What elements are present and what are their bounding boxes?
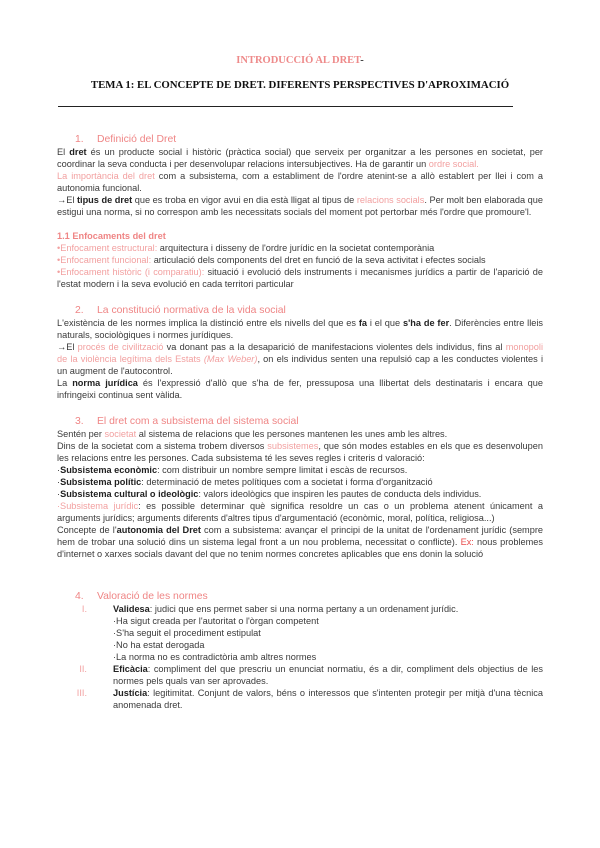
paragraph bbox=[57, 476, 543, 488]
text-run: L'existència de les normes implica la distinció entre els nivells del que es bbox=[57, 318, 359, 328]
bold-term: tipus de dret bbox=[76, 195, 133, 205]
subsection-heading: 1.1 Enfocaments del dret bbox=[57, 231, 166, 241]
text-run: que es troba en vigor avui en dia està lligat al tipus de bbox=[132, 195, 357, 205]
topic-heading: TEMA 1: EL CONCEPTE DE DRET. DIFERENTS PERSPECTIVES D'APROXIMACIÓ bbox=[90, 79, 510, 91]
text-run: : determinació de metes polítiques com a societat i forma d'organització bbox=[141, 477, 433, 487]
highlighted-term: subsistemes bbox=[267, 441, 319, 451]
text-run: ·S'ha seguit el procediment estipulat bbox=[113, 628, 261, 638]
bold-term: Justícia bbox=[113, 688, 148, 698]
text-run: va donant pas a la desaparició de manifestacions violentes dels individus, fins al bbox=[163, 342, 506, 352]
list-item-body bbox=[99, 663, 543, 687]
highlighted-term: monopoli de la violència legítima dels Estats bbox=[57, 342, 543, 364]
highlighted-term: (Max Weber) bbox=[203, 354, 258, 364]
text-run: com a subsistema, com a establiment de l'ordre atenint-se a allò establert per llei i com a autonomia funcional. bbox=[57, 171, 544, 193]
paragraph bbox=[57, 341, 543, 377]
roman-list-item bbox=[57, 603, 543, 663]
bold-term: autonomia del Dret bbox=[116, 525, 201, 535]
paragraph bbox=[57, 242, 543, 254]
text-run: al sistema de relacions que les persones mantenen les unes amb les altres. bbox=[136, 429, 448, 439]
highlighted-term: •Enfocament funcional: bbox=[57, 255, 152, 265]
list-line bbox=[113, 627, 543, 639]
bold-term: Eficàcia bbox=[113, 664, 148, 674]
section-title: Definició del Dret bbox=[97, 134, 177, 145]
paragraph bbox=[57, 440, 543, 464]
list-line bbox=[113, 651, 543, 663]
paragraph bbox=[57, 266, 543, 290]
list-number: III. bbox=[76, 688, 87, 698]
list-line bbox=[113, 639, 543, 651]
highlighted-term: societat bbox=[104, 429, 137, 439]
divider bbox=[58, 106, 513, 107]
paragraph bbox=[57, 317, 543, 341]
text-run: : legitimitat. Conjunt de valors, béns o interessos que s'intenten protegir per mitjà d'una tècnica anomenada dret. bbox=[113, 688, 543, 710]
paragraph bbox=[57, 377, 543, 401]
paragraph bbox=[57, 500, 543, 524]
title-dash: - bbox=[360, 55, 364, 66]
text-run: , on els individus senten una repulsió cap a les conductes violentes i un augment de l'autocontrol. bbox=[57, 354, 543, 376]
paragraph bbox=[57, 488, 543, 500]
section-heading bbox=[57, 304, 543, 317]
roman-list-item bbox=[57, 663, 543, 687]
paragraph bbox=[57, 428, 543, 440]
text-run: : es possible determinar què significa resoldre un cas o un problema atenent únicament a arguments jurídics; arguments diferents d'altres tipus d'argumentació (econòmic, moral, política, religiosa...) bbox=[57, 501, 543, 523]
text-run: · bbox=[57, 477, 61, 487]
section-number: 4. bbox=[75, 591, 84, 602]
bold-term: Subsistema econòmic bbox=[60, 465, 158, 475]
text-run: és l'expressió d'allò que s'ha de fer, pressuposa una llibertat dels destinataris i encara que infringeixi continua sent vàlida. bbox=[57, 378, 543, 400]
text-run: ·Ha sigut creada per l'autoritat o l'òrgan competent bbox=[113, 616, 319, 626]
text-run: →El bbox=[57, 342, 78, 352]
text-run: : judici que ens permet saber si una norma pertany a un ordenament jurídic. bbox=[149, 604, 459, 614]
bold-term: Subsistema cultural o ideològic bbox=[60, 489, 199, 499]
text-run: articulació dels components del dret en funció de la seva activitat i efectes socials bbox=[151, 255, 486, 265]
bold-term: Subsistema polític bbox=[60, 477, 142, 487]
text-run: ·No ha estat derogada bbox=[113, 640, 205, 650]
text-run: com a subsistema: avançar el principi de la unitat de l'ordenament jurídic (sempre hem de trobar una solució dins un sistema legal front a un nou problema, necessitat o conflicte). bbox=[57, 525, 543, 547]
bold-term: s'ha de fer bbox=[402, 318, 450, 328]
text-run: situació i evolució dels instruments i mecanismes jurídics a partir de l'aparició de l'estat modern i la seva evolució en cada territori particular bbox=[57, 267, 543, 289]
section-heading bbox=[57, 415, 543, 428]
text-run: nous problemes d'internet o xarxes socials davant del que no tenim normes concretes aplicables que ens donin la solució bbox=[57, 537, 543, 559]
paragraph bbox=[57, 170, 543, 194]
highlighted-term: relacions socials bbox=[356, 195, 425, 205]
paragraph bbox=[57, 194, 543, 218]
bold-term: Validesa bbox=[113, 604, 150, 614]
text-run: . Per molt ben elaborada que estigui una norma, si no correspon amb les necessitats socials del moment pot pertorbar més l'ordre que promoure'l. bbox=[57, 195, 544, 217]
list-number: I. bbox=[81, 604, 87, 614]
text-run: · bbox=[57, 489, 61, 499]
paragraph bbox=[57, 146, 543, 170]
section-title: Valoració de les normes bbox=[97, 591, 208, 602]
text-run: La bbox=[57, 378, 73, 388]
title-text: INTRODUCCIÓ AL DRET bbox=[236, 55, 361, 66]
text-run: · bbox=[57, 465, 61, 475]
bold-term: norma jurídica bbox=[72, 378, 138, 388]
text-run: arquitectura i disseny de l'ordre jurídic en la societat contemporània bbox=[157, 243, 435, 253]
paragraph bbox=[57, 524, 543, 560]
text-run: . Diferències entre lleis naturals, sociològiques i normes jurídiques. bbox=[57, 318, 544, 340]
section-heading bbox=[57, 590, 543, 603]
section-number: 2. bbox=[75, 305, 84, 316]
section-number: 1. bbox=[75, 134, 84, 145]
highlighted-term: Ex: bbox=[460, 537, 474, 547]
list-number: II. bbox=[79, 664, 87, 674]
document-body bbox=[57, 133, 543, 711]
highlighted-term: La importància del dret bbox=[57, 171, 155, 181]
text-run: Concepte de l' bbox=[57, 525, 117, 535]
section-title: El dret com a subsistema del sistema social bbox=[97, 416, 299, 427]
list-item-body bbox=[99, 603, 543, 663]
text-run: →El bbox=[57, 195, 77, 205]
document-title bbox=[0, 55, 600, 66]
list-line bbox=[113, 603, 543, 615]
roman-list-item bbox=[57, 687, 543, 711]
text-run: : valors ideològics que inspiren les pautes de conducta dels individus. bbox=[198, 489, 482, 499]
text-run: El bbox=[57, 147, 70, 157]
text-run: és un producte social i històric (pràctica social) que serveix per organitzar a les persones en societat, per coordinar la seva conducta i per desenvolupar relacions intersubjectives. Ha de garantir un bbox=[57, 147, 543, 169]
text-run: Sentén per bbox=[57, 429, 105, 439]
highlighted-term: •Enfocament estructural: bbox=[57, 243, 158, 253]
highlighted-term: procés de civilització bbox=[77, 342, 164, 352]
section-title: La constitució normativa de la vida social bbox=[97, 305, 286, 316]
list-item-body bbox=[99, 687, 543, 711]
text-run: ·La norma no es contradictòria amb altres normes bbox=[113, 652, 317, 662]
section-heading bbox=[57, 133, 543, 146]
text-run: : com distribuir un nombre sempre limitat i escàs de recursos. bbox=[157, 465, 408, 475]
paragraph bbox=[57, 254, 543, 266]
highlighted-term: •Enfocament històric (i comparatiu): bbox=[57, 267, 205, 277]
section-number: 3. bbox=[75, 416, 84, 427]
list-line bbox=[113, 687, 543, 711]
list-line bbox=[113, 615, 543, 627]
text-run: i el que bbox=[367, 318, 403, 328]
highlighted-term: ordre social. bbox=[428, 159, 479, 169]
paragraph bbox=[57, 464, 543, 476]
text-run: , que són modes estables en els que es desenvolupen les relacions entre les persones. Cada subsistema té les seves regles i criteris d valoració: bbox=[57, 441, 543, 463]
text-run: Dins de la societat com a sistema trobem diversos bbox=[57, 441, 268, 451]
list-line bbox=[113, 663, 543, 687]
text-run: : compliment del que prescriu un enunciat normatiu, és a dir, compliment dels objectius de les normes pels quals van ser aprovades. bbox=[113, 664, 543, 686]
bold-term: fa bbox=[358, 318, 368, 328]
bold-term: dret bbox=[69, 147, 87, 157]
highlighted-term: ·Subsistema jurídic bbox=[57, 501, 139, 511]
